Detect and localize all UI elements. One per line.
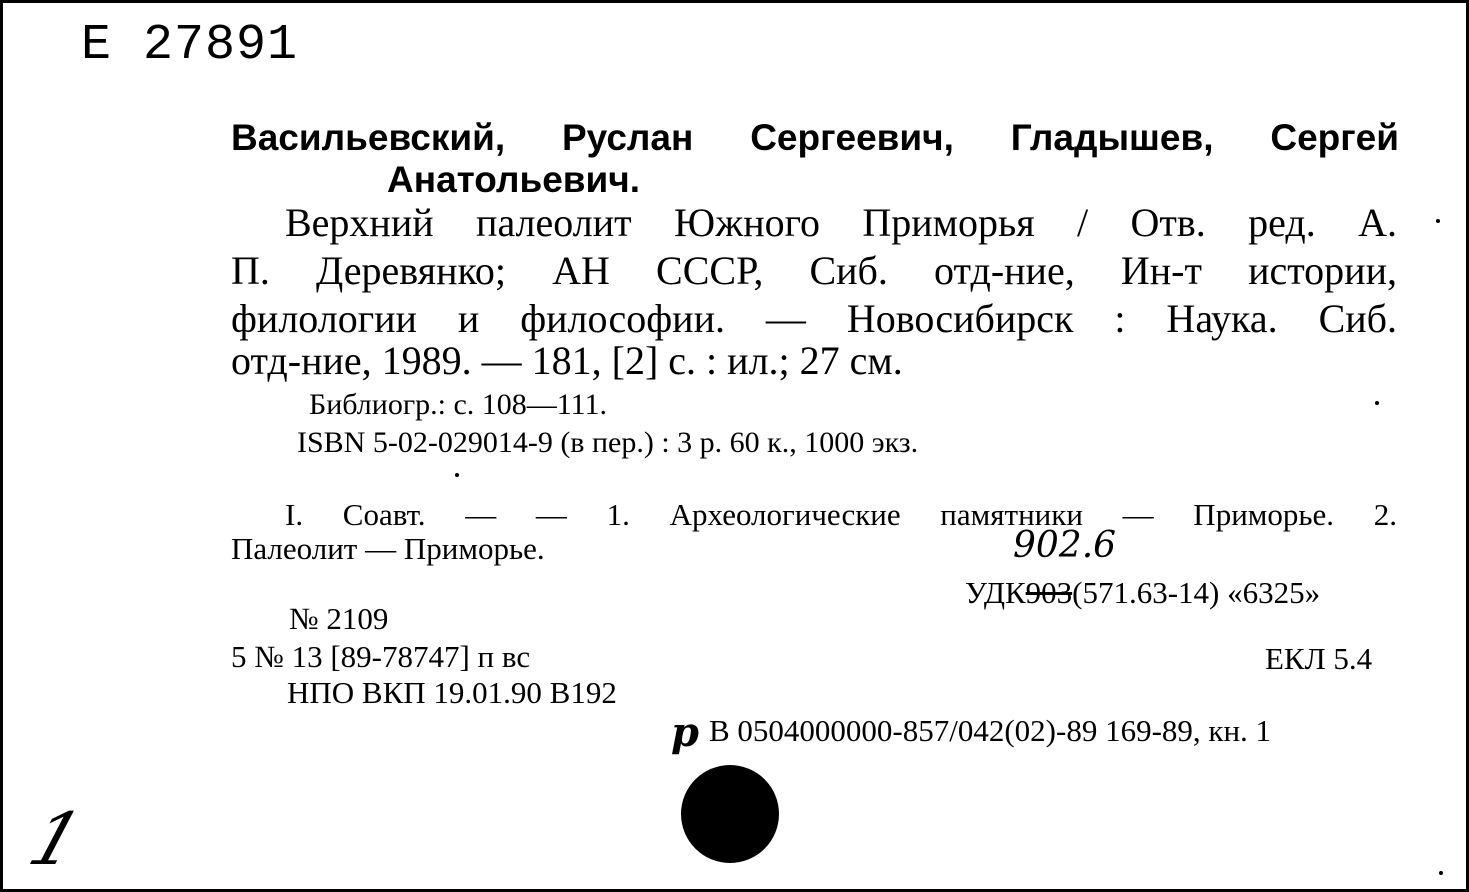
ekl-code: ЕКЛ 5.4 xyxy=(1265,641,1373,676)
handwritten-p-mark: р xyxy=(671,709,699,756)
registry-line: 5 № 13 [89-78747] п вс xyxy=(231,639,531,674)
call-number: Е 27891 xyxy=(81,17,299,74)
subjects-line-2: Палеолит — Приморье. xyxy=(231,531,545,566)
classification-line: В 0504000000-857/042(02)-89 169-89, кн. 1 xyxy=(709,713,1272,748)
speck xyxy=(1436,219,1440,223)
title-line-1: Верхний палеолит Южного Приморья / Отв. ред. А. xyxy=(285,200,1397,245)
speck xyxy=(455,473,459,477)
speck xyxy=(1439,871,1443,875)
udk-rest: (571.63-14) «6325» xyxy=(1072,575,1321,610)
udk-struck-out: 903 xyxy=(1025,575,1073,610)
udk-line xyxy=(965,577,1320,608)
title-line-3: филологии и философии. — Новосибирск : Наука. Сиб. xyxy=(231,296,1397,341)
title-line-2: П. Деревянко; АН СССР, Сиб. отд-ние, Ин-т истории, xyxy=(231,248,1397,293)
author-line-1 xyxy=(231,119,1399,156)
author-line-2: Анатольевич. xyxy=(387,159,641,200)
udk-handwritten-correction: 902.6 xyxy=(1013,525,1117,566)
subjects-line-1: I. Соавт. — — 1. Археологические памятники — Приморье. 2. xyxy=(285,497,1397,532)
handwritten-margin-mark: 1 xyxy=(19,797,93,881)
punch-hole xyxy=(681,765,779,863)
isbn-note: ISBN 5-02-029014-9 (в пер.) : 3 р. 60 к., 1000 экз. xyxy=(297,426,919,459)
publisher-line: НПО ВКП 19.01.90 В192 xyxy=(287,675,617,710)
title-line-4: отд-ние, 1989. — 181, [2] с. : ил.; 27 см. xyxy=(231,338,903,383)
bibliography-note: Библиогр.: с. 108—111. xyxy=(309,388,608,421)
card-number: № 2109 xyxy=(289,601,389,636)
author-name-line-1: Васильевский, Руслан Сергеевич, Гладышев, Сергей xyxy=(231,117,1399,158)
speck xyxy=(1375,401,1379,405)
udk-prefix: УДК xyxy=(965,575,1026,610)
